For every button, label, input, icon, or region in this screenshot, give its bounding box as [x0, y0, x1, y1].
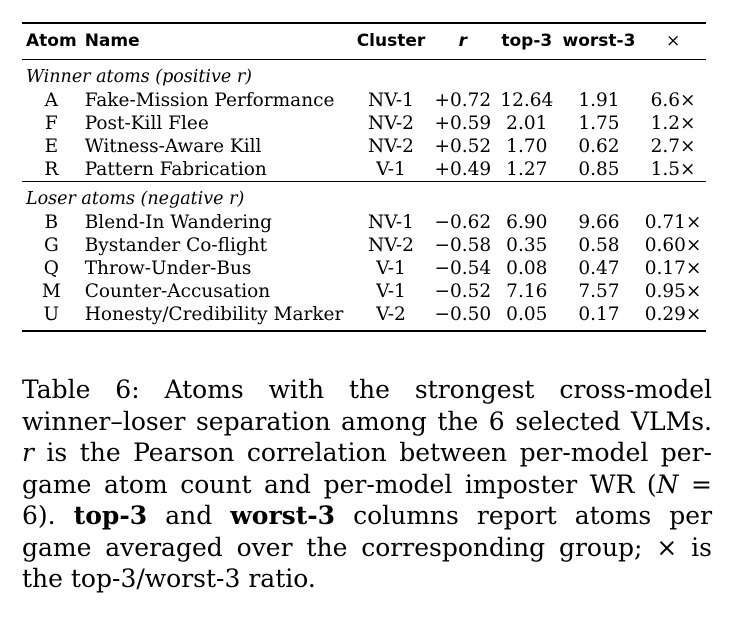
- cell-cluster: NV-2: [368, 136, 414, 157]
- table-row: [22, 211, 706, 234]
- section-row: [22, 60, 706, 90]
- caption-text-2: is the Pearson correlation between per-model per-game atom count and per-model imposter WR (: [22, 438, 712, 499]
- table-row: [22, 303, 706, 331]
- cell-top3: 6.90: [506, 212, 548, 233]
- cell-ratio: 0.29×: [640, 303, 706, 331]
- cell-ratio: 2.7×: [650, 136, 696, 157]
- cell-atom: F: [44, 113, 58, 134]
- cell-atom: E: [44, 136, 59, 157]
- cell-top3: 12.64: [500, 90, 554, 111]
- cell-r: +0.52: [434, 136, 492, 157]
- cell-name: Throw-Under-Bus: [84, 258, 252, 279]
- cell-name: Witness-Aware Kill: [84, 136, 262, 157]
- cell-cluster: NV-1: [368, 212, 414, 233]
- cell-r: −0.62: [434, 212, 492, 233]
- cell-name: Pattern Fabrication: [84, 159, 267, 180]
- cell-name: Honesty/Credibility Marker: [81, 303, 352, 331]
- table-row: [22, 257, 706, 280]
- cell-atom: M: [41, 281, 61, 302]
- header-r: r: [430, 23, 496, 60]
- cell-atom: B: [44, 212, 59, 233]
- table-row: [22, 135, 706, 158]
- cell-cluster: V-1: [376, 159, 406, 180]
- caption-n-symbol: N: [656, 469, 679, 499]
- cell-atom: G: [43, 235, 59, 256]
- table-row: [22, 89, 706, 112]
- cell-cluster: NV-2: [368, 113, 414, 134]
- cell-r: +0.49: [434, 159, 492, 180]
- atoms-table: [22, 22, 706, 332]
- cell-worst3: 0.62: [578, 136, 620, 157]
- cell-atom: A: [44, 90, 59, 111]
- table-caption: [22, 374, 712, 595]
- caption-label: Table 6:: [22, 375, 140, 404]
- cell-ratio: 0.17×: [644, 258, 702, 279]
- winner-section: [22, 60, 706, 182]
- cell-atom: R: [44, 159, 59, 180]
- cell-worst3: 1.91: [578, 90, 620, 111]
- winner-section-label: Winner atoms (positive r): [26, 67, 253, 87]
- cell-name: Blend-In Wandering: [84, 212, 272, 233]
- caption-text-1: Atoms with the strongest cross-model winner–loser separation among the 6 selected VLMs.: [22, 375, 712, 436]
- cell-top3: 0.08: [506, 258, 548, 279]
- caption-r-symbol: r: [22, 438, 34, 467]
- table-row: [22, 280, 706, 303]
- cell-ratio: 0.95×: [644, 281, 702, 302]
- caption-text-3: = 6).: [22, 469, 712, 530]
- cell-r: −0.52: [434, 281, 492, 302]
- cell-worst3: 1.75: [578, 113, 620, 134]
- cell-cluster: V-1: [376, 258, 406, 279]
- cell-ratio: 1.5×: [650, 159, 696, 180]
- cell-atom: U: [22, 303, 81, 331]
- cell-worst3: 7.57: [578, 281, 620, 302]
- cell-name: Counter-Accusation: [84, 281, 271, 302]
- table-row: [22, 234, 706, 257]
- loser-section: [22, 182, 706, 332]
- section-row: [22, 182, 706, 212]
- table-row: [22, 112, 706, 135]
- cell-atom: Q: [43, 258, 59, 279]
- header-name: Name: [81, 23, 352, 60]
- cell-worst3: 0.58: [578, 235, 620, 256]
- cell-ratio: 1.2×: [650, 113, 696, 134]
- header-worst3: worst-3: [558, 23, 640, 60]
- header-ratio: ×: [640, 23, 706, 60]
- cell-r: −0.50: [430, 303, 496, 331]
- caption-bold-worst3: worst-3: [230, 501, 336, 530]
- cell-cluster: NV-2: [368, 235, 414, 256]
- cell-r: −0.58: [434, 235, 492, 256]
- cell-worst3: 0.17: [558, 303, 640, 331]
- cell-r: +0.59: [434, 113, 492, 134]
- cell-top3: 0.35: [506, 235, 548, 256]
- cell-ratio: 0.60×: [644, 235, 702, 256]
- caption-text-4: and: [165, 501, 213, 530]
- header-top3: top-3: [496, 23, 558, 60]
- cell-name: Post-Kill Flee: [84, 113, 209, 134]
- cell-top3: 2.01: [506, 113, 548, 134]
- cell-top3: 1.27: [506, 159, 548, 180]
- cell-top3: 7.16: [506, 281, 548, 302]
- cell-worst3: 0.85: [578, 159, 620, 180]
- cell-r: +0.72: [434, 90, 492, 111]
- cell-name: Fake-Mission Performance: [84, 90, 335, 111]
- caption-bold-top3: top-3: [73, 501, 148, 530]
- table-row: [22, 158, 706, 182]
- cell-worst3: 9.66: [578, 212, 620, 233]
- cell-ratio: 6.6×: [650, 90, 696, 111]
- cell-cluster: NV-1: [368, 90, 414, 111]
- cell-ratio: 0.71×: [644, 212, 702, 233]
- caption-text-5: columns report atoms per game averaged over the corresponding group; × is the top-3/worst-3 ratio.: [22, 501, 713, 593]
- cell-cluster: V-1: [376, 281, 406, 302]
- cell-r: −0.54: [434, 258, 492, 279]
- cell-name: Bystander Co-flight: [84, 235, 268, 256]
- cell-cluster: V-2: [352, 303, 430, 331]
- table-header-row: [22, 23, 706, 60]
- cell-top3: 0.05: [496, 303, 558, 331]
- header-cluster: Cluster: [352, 23, 430, 60]
- cell-worst3: 0.47: [578, 258, 620, 279]
- loser-section-label: Loser atoms (negative r): [22, 182, 706, 212]
- header-atom: Atom: [22, 23, 81, 60]
- cell-top3: 1.70: [506, 136, 548, 157]
